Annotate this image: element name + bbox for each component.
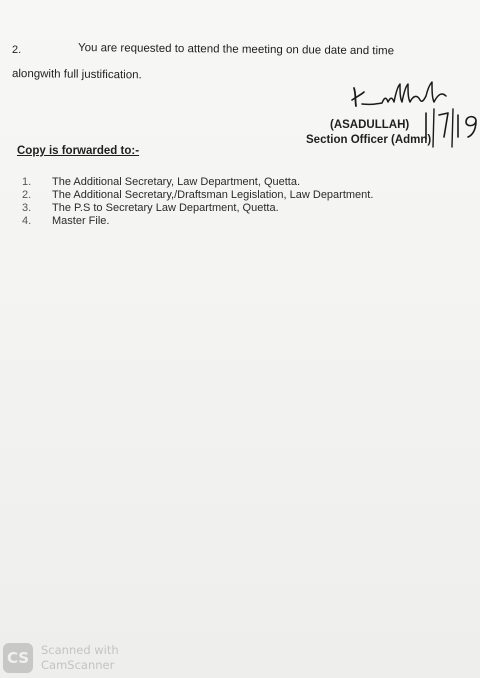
- list-item-number: 2.: [22, 189, 32, 201]
- officer-title: Section Officer (Admn): [306, 134, 432, 146]
- list-item-text: The Additional Secretary,/Draftsman Legislation, Law Department.: [52, 189, 374, 201]
- copy-forwarded-heading: Copy is forwarded to:-: [17, 145, 140, 157]
- watermark-line1: Scanned with: [41, 643, 119, 657]
- list-item: [22, 189, 373, 202]
- camscanner-logo-icon: CS: [3, 643, 33, 673]
- copy-recipient-list: [22, 176, 373, 228]
- list-item-number: 1.: [22, 176, 32, 188]
- list-item-text: The P.S to Secretary Law Department, Quetta.: [52, 202, 279, 214]
- list-item-number: 3.: [22, 202, 32, 214]
- paragraph-text-line2: alongwith full justification.: [11, 68, 142, 82]
- watermark-line2: CamScanner: [41, 658, 115, 672]
- list-item-text: The Additional Secretary, Law Department, Quetta.: [52, 176, 301, 188]
- list-item-text: Master File.: [52, 215, 110, 227]
- camscanner-watermark: [3, 642, 143, 676]
- list-item: [22, 202, 373, 215]
- paragraph-text-line1: You are requested to attend the meeting on due date and time: [77, 42, 395, 58]
- list-item: [22, 176, 373, 189]
- list-item-number: 4.: [22, 215, 32, 227]
- paragraph-number: 2.: [12, 44, 22, 56]
- list-item: [22, 215, 373, 228]
- officer-name: (ASADULLAH): [330, 119, 410, 131]
